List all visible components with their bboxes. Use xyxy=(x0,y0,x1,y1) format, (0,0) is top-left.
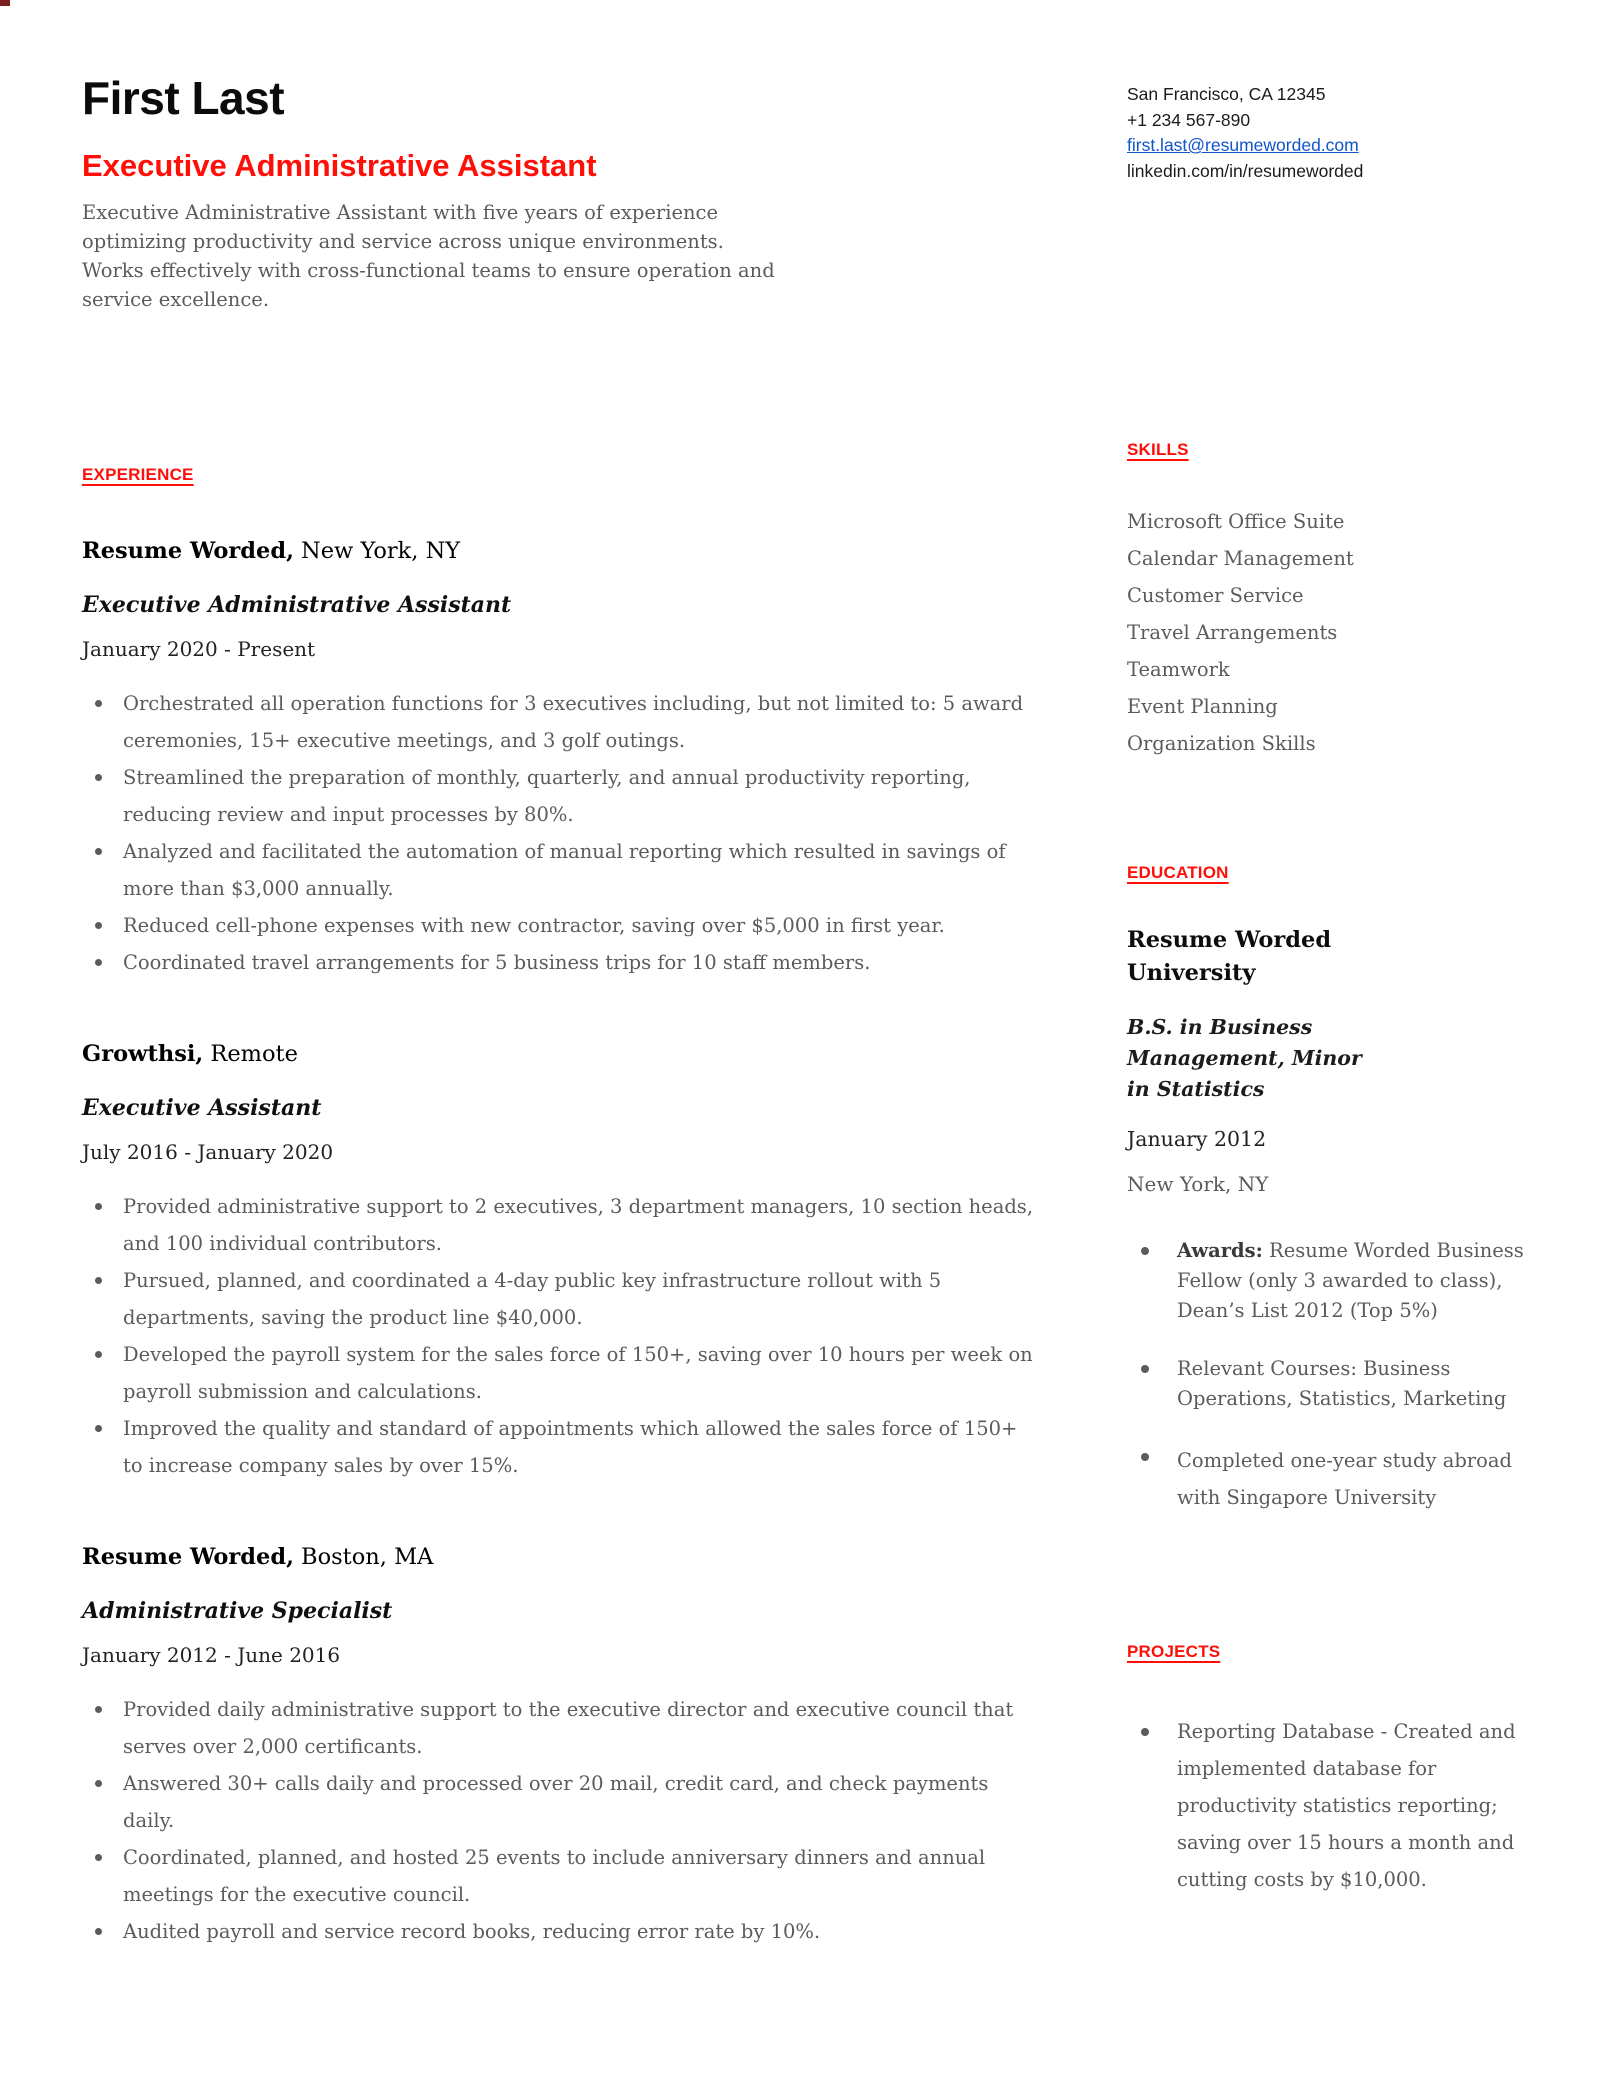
skill-item: Customer Service xyxy=(1127,584,1304,607)
job-bullet: Developed the payroll system for the sales force of 150+, saving over 10 hours per week on payroll submission and calculations. xyxy=(82,1336,1040,1410)
job-bullet: Answered 30+ calls daily and processed over 20 mail, credit card, and check payments daily. xyxy=(82,1765,1040,1839)
company-name: Resume Worded, xyxy=(82,538,294,564)
skill-item: Organization Skills xyxy=(1127,732,1316,755)
projects-bullet-list xyxy=(1127,1713,1547,1898)
skill-item: Calendar Management xyxy=(1127,547,1354,570)
job-bullet: Streamlined the preparation of monthly, quarterly, and annual productivity reporting, reducing review and input processes by 80%. xyxy=(82,759,1040,833)
education-section-heading: EDUCATION xyxy=(1127,863,1229,882)
job-bullet: Analyzed and facilitated the automation of manual reporting which resulted in savings of more than $3,000 annually. xyxy=(82,833,1040,907)
job-title: Executive Administrative Assistant xyxy=(82,592,512,618)
education-date: January 2012 xyxy=(1127,1127,1267,1151)
contact-linkedin: linkedin.com/in/resumeworded xyxy=(1127,160,1364,181)
education-bullet: Relevant Courses: Business Operations, Statistics, Marketing xyxy=(1127,1354,1547,1414)
skill-item: Microsoft Office Suite xyxy=(1127,510,1345,533)
job-dates: July 2016 - January 2020 xyxy=(82,1140,334,1164)
candidate-title: Executive Administrative Assistant xyxy=(82,148,597,183)
job-bullet: Improved the quality and standard of appointments which allowed the sales force of 150+ to increase company sales by over 15%. xyxy=(82,1410,1040,1484)
job-bullet-list xyxy=(82,685,1040,981)
job-title: Executive Assistant xyxy=(82,1095,322,1121)
job-title: Administrative Specialist xyxy=(82,1598,393,1624)
project-bullet: Reporting Database - Created and implemented database for productivity statistics reporting; saving over 15 hours a month and cutting costs by $10,000. xyxy=(1127,1713,1547,1898)
job-bullet: Provided daily administrative support to the executive director and executive council that serves over 2,000 certificants. xyxy=(82,1691,1040,1765)
contact-block xyxy=(1127,82,1547,184)
right-column xyxy=(1127,0,1547,1898)
job-bullet: Coordinated, planned, and hosted 25 events to include anniversary dinners and annual meetings for the executive council. xyxy=(82,1839,1040,1913)
job-bullet-list xyxy=(82,1691,1040,1950)
education-degree: B.S. in Business Management, Minor in Statistics xyxy=(1127,1015,1362,1101)
company-name: Growthsi, xyxy=(82,1041,204,1067)
job-entry xyxy=(82,536,1040,981)
job-bullet: Coordinated travel arrangements for 5 business trips for 10 staff members. xyxy=(82,944,1040,981)
company-location: New York, NY xyxy=(293,538,461,564)
experience-section-heading: EXPERIENCE xyxy=(82,465,194,484)
education-bullet-list xyxy=(1127,1236,1547,1516)
bullet-text: Resume Worded Business Fellow (only 3 awarded to class), Dean’s List 2012 (Top 5%) xyxy=(1177,1239,1524,1322)
education-location: New York, NY xyxy=(1127,1172,1269,1196)
contact-email-link[interactable]: first.last@resumeworded.com xyxy=(1127,135,1359,155)
bullet-label: Awards: xyxy=(1177,1239,1263,1262)
job-company-line xyxy=(82,1542,1040,1572)
skill-item: Travel Arrangements xyxy=(1127,621,1338,644)
job-entry xyxy=(82,1542,1040,1950)
job-entry xyxy=(82,1039,1040,1484)
education-bullet xyxy=(1127,1236,1547,1326)
job-bullet-list xyxy=(82,1188,1040,1484)
job-dates: January 2020 - Present xyxy=(82,637,316,661)
education-bullet: Completed one-year study abroad with Singapore University xyxy=(1127,1442,1547,1516)
page-corner-mark xyxy=(0,0,10,6)
projects-section-heading: PROJECTS xyxy=(1127,1642,1221,1661)
job-bullet: Audited payroll and service record books, reducing error rate by 10%. xyxy=(82,1913,1040,1950)
skills-section-heading: SKILLS xyxy=(1127,440,1189,459)
skill-item: Teamwork xyxy=(1127,658,1230,681)
job-dates: January 2012 - June 2016 xyxy=(82,1643,341,1667)
company-name: Resume Worded, xyxy=(82,1544,294,1570)
company-location: Remote xyxy=(203,1041,298,1067)
job-company-line xyxy=(82,1039,1040,1069)
summary-text: Executive Administrative Assistant with five years of experience optimizing productivity and service across unique environments. Works effectively with cross-functional teams to ensure operation and service excellence. xyxy=(82,201,775,311)
candidate-name: First Last xyxy=(82,72,285,124)
job-company-line xyxy=(82,536,1040,566)
skill-item: Event Planning xyxy=(1127,695,1278,718)
skills-list xyxy=(1127,503,1547,762)
job-bullet: Reduced cell-phone expenses with new contractor, saving over $5,000 in first year. xyxy=(82,907,1040,944)
contact-location: San Francisco, CA 12345 xyxy=(1127,84,1326,104)
job-bullet: Pursued, planned, and coordinated a 4-day public key infrastructure rollout with 5 departments, saving the product line $40,000. xyxy=(82,1262,1040,1336)
job-bullet: Orchestrated all operation functions for 3 executives including, but not limited to: 5 award ceremonies, 15+ executive meetings, and 3 golf outings. xyxy=(82,685,1040,759)
company-location: Boston, MA xyxy=(293,1544,434,1570)
job-bullet: Provided administrative support to 2 executives, 3 department managers, 10 section heads, and 100 individual contributors. xyxy=(82,1188,1040,1262)
education-school: Resume Worded University xyxy=(1127,927,1332,986)
contact-phone: +1 234 567-890 xyxy=(1127,109,1251,130)
left-column xyxy=(82,0,1040,1950)
